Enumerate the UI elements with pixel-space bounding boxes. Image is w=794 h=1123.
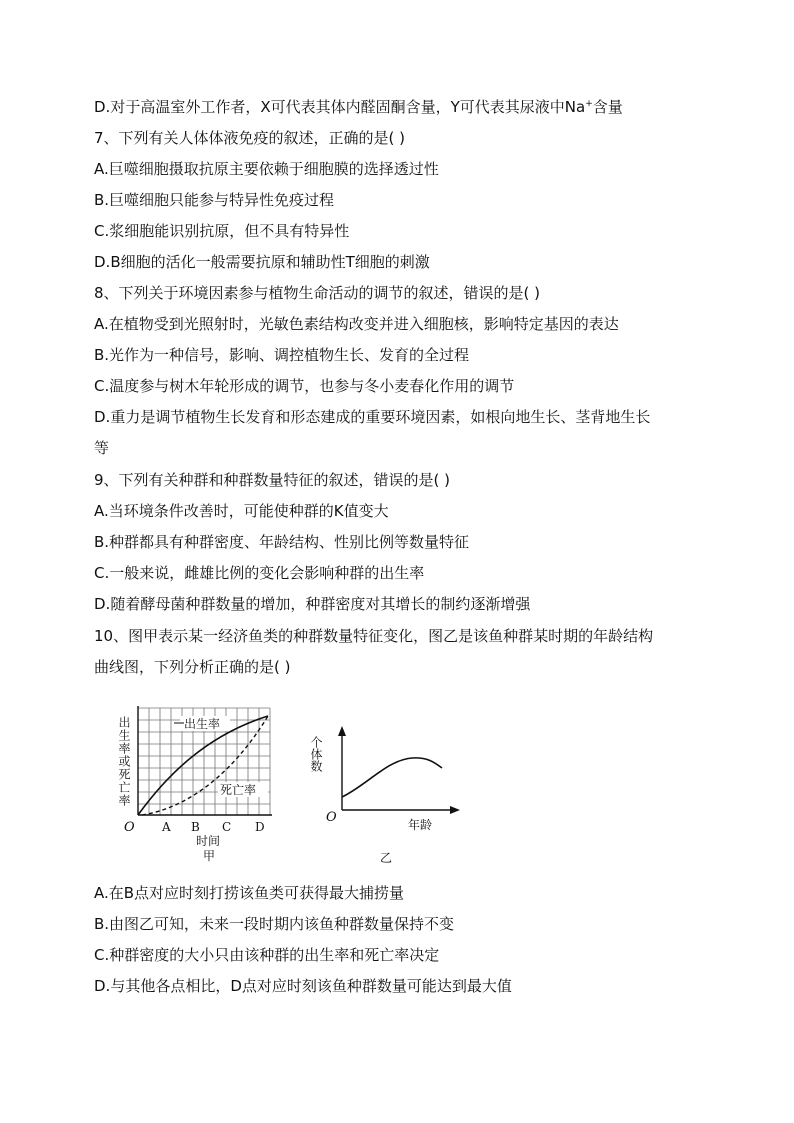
q10-option-d: D.与其他各点相比，D点对应时刻该鱼种群数量可能达到最大值 [94, 977, 512, 995]
chart-yi-x-label: 年龄 [408, 818, 433, 832]
death-rate-label: 死亡率 [220, 783, 257, 797]
sodium-superscript: + [585, 99, 593, 109]
q10-option-c: C.种群密度的大小只由该种群的出生率和死亡率决定 [94, 946, 440, 964]
q8-option-c: C.温度参与树木年轮形成的调节，也参与冬小麦春化作用的调节 [94, 377, 515, 395]
q9-option-b: B.种群都具有种群密度、年龄结构、性别比例等数量特征 [94, 533, 470, 551]
chart-yi-origin: O [326, 810, 337, 825]
q7-option-d: D.B细胞的活化一般需要抗原和辅助性T细胞的刺激 [94, 253, 430, 271]
q9-option-a: A.当环境条件改善时，可能使种群的K值变大 [94, 502, 389, 520]
chart-jia-origin: O [124, 820, 135, 835]
q10-stem-line1: 10、图甲表示某一经济鱼类的种群数量特征变化，图乙是该鱼种群某时期的年龄结构 [94, 627, 654, 645]
chart-yi-y-label: 个体数 [309, 736, 323, 772]
chart-jia-caption: 甲 [203, 849, 216, 863]
q9-stem: 9、下列有关种群和种群数量特征的叙述，错误的是( ) [94, 471, 451, 489]
chart-yi-caption: 乙 [380, 851, 393, 865]
q8-option-d: D.重力是调节植物生长发育和形态建成的重要环境因素，如根向地生长、茎背地生长 [94, 408, 651, 426]
q6-option-d [94, 97, 623, 117]
q8-option-d-continued: 等 [94, 439, 110, 457]
q10-stem-line2: 曲线图，下列分析正确的是( ) [94, 658, 291, 676]
q10-option-b: B.由图乙可知，未来一段时期内该鱼种群数量保持不变 [94, 915, 455, 933]
q10-figure [112, 700, 472, 870]
birth-rate-label: 出生率 [184, 717, 221, 731]
q8-stem: 8、下列关于环境因素参与植物生命活动的调节的叙述，错误的是( ) [94, 284, 541, 302]
q6-option-d-text: D.对于高温室外工作者，X可代表其体内醛固酮含量，Y可代表其尿液中Na [94, 98, 586, 116]
age-structure-curve [342, 758, 442, 797]
chart-yi [309, 726, 460, 865]
tick-c: C [222, 820, 232, 834]
tick-d: D [255, 820, 265, 834]
q8-option-a: A.在植物受到光照射时，光敏色素结构改变并进入细胞核，影响特定基因的表达 [94, 315, 619, 333]
chart-jia-y-label: 出生率或死亡率 [117, 716, 131, 807]
q10-option-a: A.在B点对应时刻打捞该鱼类可获得最大捕捞量 [94, 884, 405, 902]
q7-option-c: C.浆细胞能识别抗原，但不具有特异性 [94, 222, 350, 240]
tick-a: A [162, 820, 171, 834]
q7-option-b: B.巨噬细胞只能参与特异性免疫过程 [94, 191, 335, 209]
tick-b: B [191, 820, 200, 834]
chart-jia-x-label: 时间 [196, 834, 221, 848]
q6-option-d-suffix: 含量 [592, 98, 623, 116]
q7-stem: 7、下列有关人体体液免疫的叙述，正确的是( ) [94, 129, 406, 147]
q9-option-c: C.一般来说，雌雄比例的变化会影响种群的出生率 [94, 564, 425, 582]
q8-option-b: B.光作为一种信号，影响、调控植物生长、发育的全过程 [94, 346, 470, 364]
q9-option-d: D.随着酵母菌种群数量的增加，种群密度对其增长的制约逐渐增强 [94, 595, 531, 613]
chart-yi-arrow-x [450, 806, 460, 814]
chart-jia [112, 700, 472, 870]
q7-option-a: A.巨噬细胞摄取抗原主要依赖于细胞膜的选择透过性 [94, 160, 439, 178]
chart-yi-arrow-y [338, 726, 346, 736]
